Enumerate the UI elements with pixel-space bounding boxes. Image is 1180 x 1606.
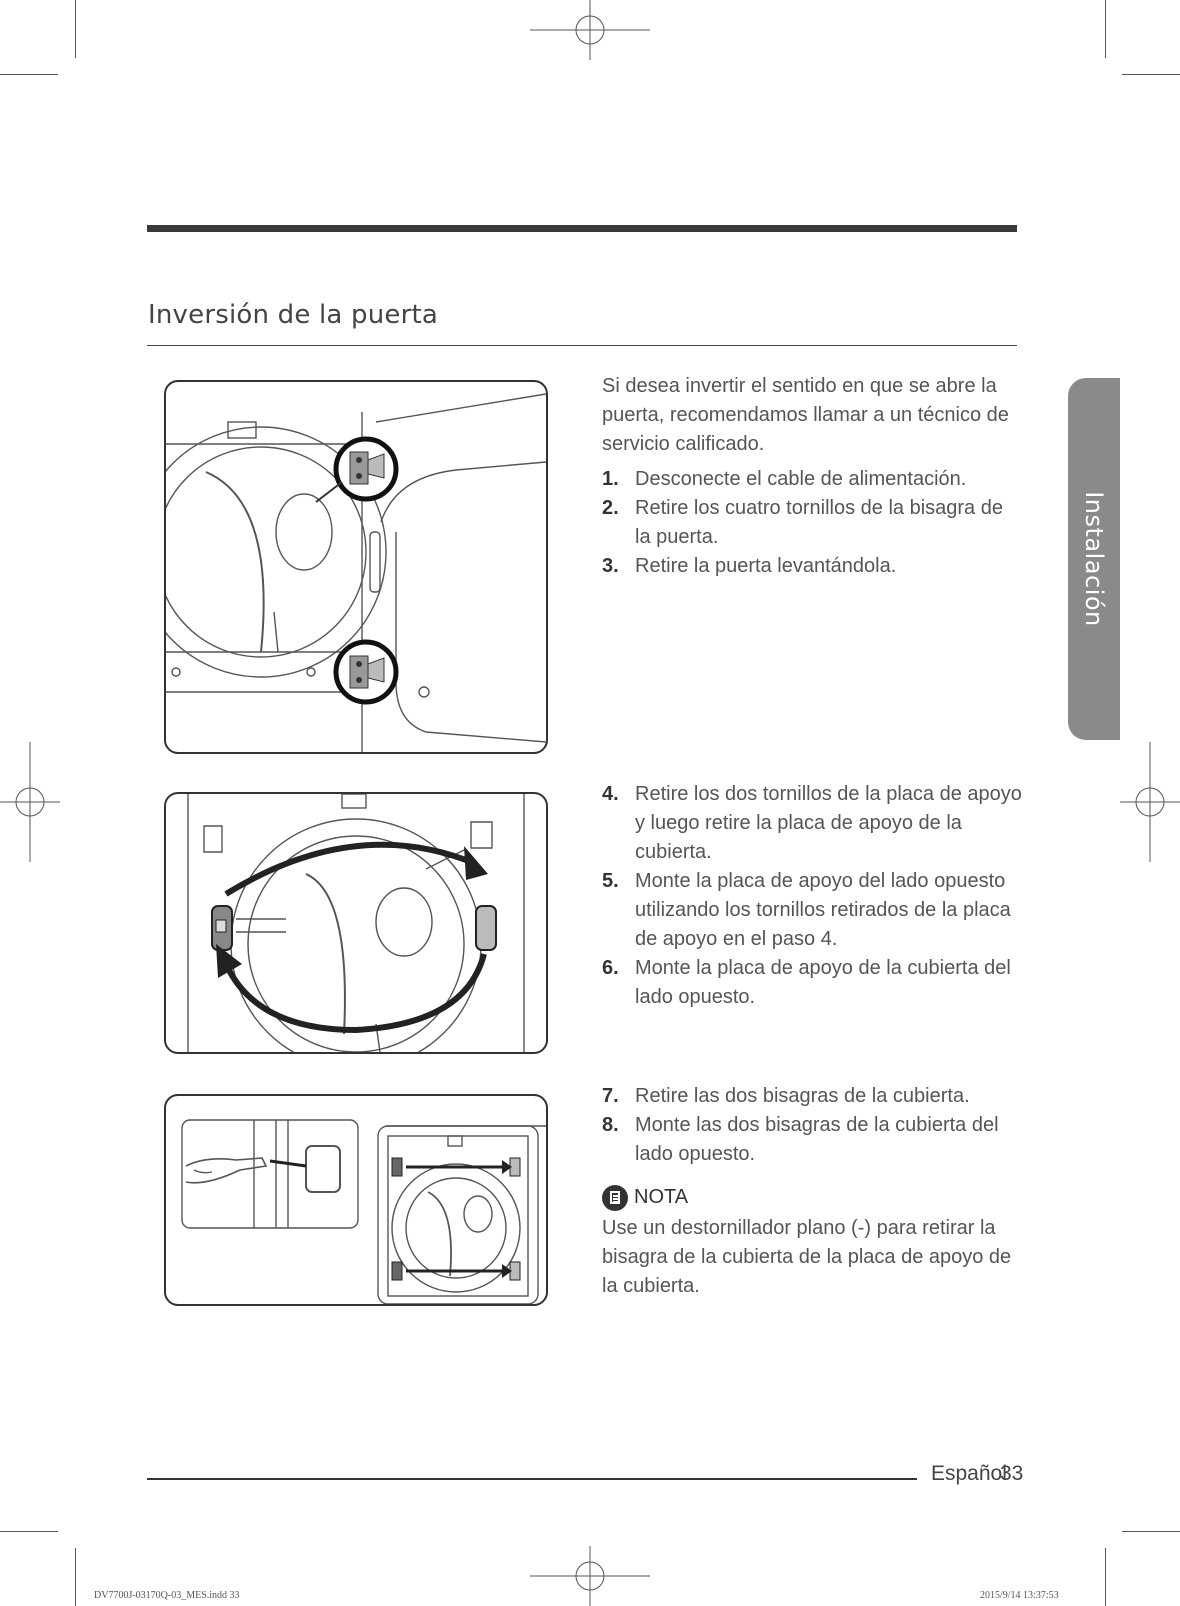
step-text: Retire la puerta levantándola. [635,555,897,577]
step-item [602,954,1022,1012]
step-item [602,780,1022,867]
note-title: NOTA [634,1186,689,1208]
step-number: 3. [602,555,619,577]
crop-mark [0,74,58,75]
slug-file: DV7700J-03170Q-03_MES.indd 33 [94,1590,240,1601]
plate-right [476,906,496,950]
step-text: Desconecte el cable de alimentación. [635,468,967,490]
arrow-bottom [226,954,484,1030]
crop-mark [75,1548,76,1606]
step-text: Monte las dos bisagras de la cubierta del lado opuesto. [635,1114,999,1165]
cover-hinges-illustration [166,1096,546,1304]
note-header [602,1183,1022,1212]
note-icon [602,1185,628,1211]
step-number: 7. [602,1085,619,1107]
step-text: Retire las dos bisagras de la cubierta. [635,1085,970,1107]
steps-list-1 [602,465,1022,581]
step-text: Retire los cuatro tornillos de la bisagra de la puerta. [635,497,1003,548]
steps-list-3 [602,1082,1022,1169]
footer-rule [147,1478,917,1480]
text-block-3 [602,1082,1022,1307]
step-item [602,494,1022,552]
registration-mark-top [530,0,650,60]
crop-mark [0,1531,58,1532]
step-item [602,552,1022,581]
step-item [602,867,1022,954]
registration-mark-left [0,742,60,862]
step-text: Monte la placa de apoyo de la cubierta del lado opuesto. [635,957,1011,1008]
crop-mark [1105,0,1106,58]
step-text: Monte la placa de apoyo del lado opuesto utilizando los tornillos retirados de la placa de apoyo en el paso 4. [635,870,1011,950]
title-rule [147,345,1017,346]
step-text: Retire los dos tornillos de la placa de apoyo y luego retire la placa de apoyo de la cubierta. [635,783,1022,863]
crop-mark [1122,74,1180,75]
crop-mark [75,0,76,58]
footer-language: Español [931,1462,1007,1485]
header-rule [147,225,1017,232]
figure-cover-hinges [164,1094,548,1306]
door-hinges-illustration [166,382,546,752]
text-block-1 [602,372,1022,581]
slug-timestamp: 2015/9/14 13:37:53 [980,1590,1059,1601]
step-number: 8. [602,1114,619,1136]
intro-text: Si desea invertir el sentido en que se abre la puerta, recomendamos llamar a un técnico de servicio calificado. [602,375,1009,455]
chapter-tab [1068,378,1120,740]
registration-mark-bottom [530,1546,650,1606]
support-plate-illustration [166,794,546,1052]
chapter-tab-label: Instalación [1080,491,1108,627]
step-number: 1. [602,468,619,490]
crop-mark [1122,1531,1180,1532]
step-number: 4. [602,783,619,805]
steps-list-2 [602,780,1022,1012]
step-number: 2. [602,497,619,519]
step-item [602,1082,1022,1111]
step-number: 5. [602,870,619,892]
step-item [602,465,1022,494]
figure-support-plate [164,792,548,1054]
arrow-top [226,845,476,894]
text-block-2 [602,780,1022,1012]
note-text: Use un destornillador plano (-) para retirar la bisagra de la cubierta de la placa de apoyo de la cubierta. [602,1217,1012,1297]
section-title: Inversión de la puerta [148,300,439,330]
registration-mark-right [1120,742,1180,862]
figure-door-hinges [164,380,548,754]
step-number: 6. [602,957,619,979]
step-item [602,1111,1022,1169]
crop-mark [1105,1548,1106,1606]
page-number: 33 [1000,1462,1024,1485]
